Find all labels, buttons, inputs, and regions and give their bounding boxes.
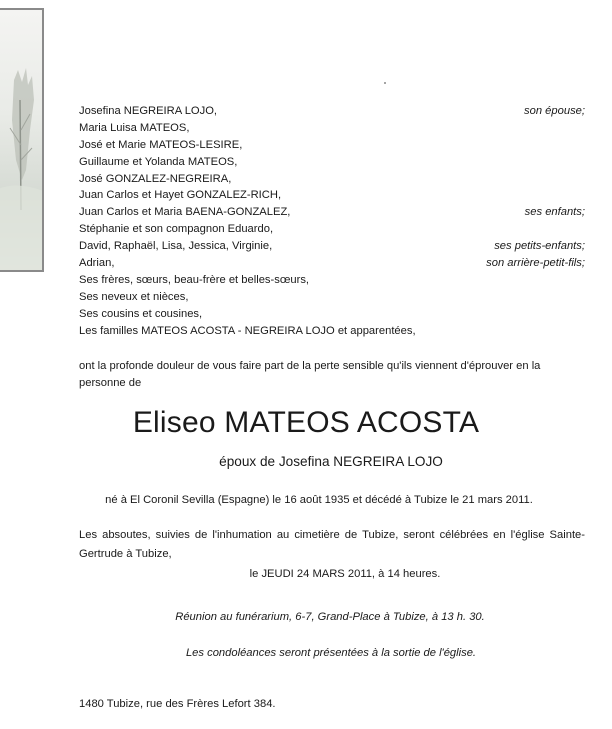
family-name: Les familles MATEOS ACOSTA - NEGREIRA LOJO et apparentées, — [79, 324, 416, 337]
family-name: David, Raphaël, Lisa, Jessica, Virginie, — [79, 240, 273, 253]
family-entry — [79, 137, 585, 154]
family-entry — [79, 120, 585, 137]
family-relation: ses petits-enfants; — [494, 240, 585, 253]
spouse-line: époux de Josefina NEGREIRA LOJO — [219, 454, 443, 469]
family-relation: son épouse; — [524, 105, 585, 117]
family-entry — [79, 289, 585, 306]
family-name: José GONZALEZ-NEGREIRA, — [79, 172, 232, 185]
family-entry — [79, 221, 585, 238]
memorial-photo — [0, 8, 44, 272]
family-name: Josefina NEGREIRA LOJO, — [79, 105, 218, 117]
family-name: Ses frères, sœurs, beau-frère et belles-sœurs, — [79, 273, 310, 286]
family-entry — [79, 255, 585, 272]
family-name: Ses cousins et cousines, — [79, 307, 203, 320]
family-name: Maria Luisa MATEOS, — [79, 121, 190, 134]
family-name: Juan Carlos et Maria BAENA-GONZALEZ, — [79, 206, 291, 219]
family-list — [79, 103, 585, 339]
service-date: le JEUDI 24 MARS 2011, à 14 heures. — [249, 568, 441, 580]
family-name: José et Marie MATEOS-LESIRE, — [79, 138, 243, 151]
family-name: Stéphanie et son compagnon Eduardo, — [79, 223, 274, 236]
family-entry — [79, 187, 585, 204]
birth-death-line: né à El Coronil Sevilla (Espagne) le 16 août 1935 et décédé à Tubize le 21 mars 2011. — [105, 494, 533, 506]
family-entry — [79, 204, 585, 221]
print-speck — [384, 82, 386, 84]
family-name: Juan Carlos et Hayet GONZALEZ-RICH, — [79, 189, 282, 202]
family-entry — [79, 306, 585, 323]
condolences-line: Les condoléances seront présentées à la sortie de l'église. — [185, 647, 477, 659]
family-relation: son arrière-petit-fils; — [486, 257, 585, 270]
family-relation: ses enfants; — [524, 206, 585, 219]
reunion-line: Réunion au funérarium, 6-7, Grand-Place à Tubize, à 13 h. 30. — [175, 611, 485, 623]
family-entry — [79, 238, 585, 255]
family-entry — [79, 323, 585, 340]
service-text: Les absoutes, suivies de l'inhumation au cimetière de Tubize, seront célébrées en l'église Sainte-Gertrude à Tubize, — [79, 529, 585, 560]
family-entry — [79, 103, 585, 120]
family-name: Guillaume et Yolanda MATEOS, — [79, 155, 238, 168]
family-address: 1480 Tubize, rue des Frères Lefort 384. — [79, 698, 276, 710]
family-entry — [79, 272, 585, 289]
family-name: Adrian, — [79, 257, 115, 270]
family-entry — [79, 171, 585, 188]
family-entry — [79, 154, 585, 171]
intro-text: ont la profonde douleur de vous faire part de la perte sensible qu'ils viennent d'éprouver en la personne de — [79, 360, 541, 389]
deceased-name: Eliseo MATEOS ACOSTA — [132, 406, 480, 439]
family-name: Ses neveux et nièces, — [79, 290, 189, 303]
